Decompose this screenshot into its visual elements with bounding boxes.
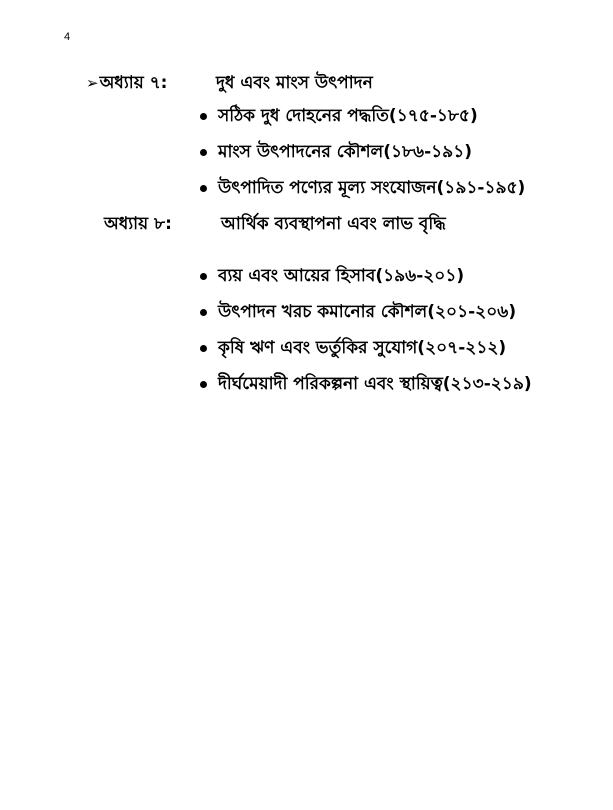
list-item [198, 104, 525, 140]
topic-text: ব্যয় এবং আয়ের হিসাব(১৯৬-২০১) [218, 266, 465, 286]
chapter-label [86, 70, 167, 98]
chapter-title: আর্থিক ব্যবস্থাপনা এবং লাভ বৃদ্ধি [221, 214, 446, 234]
topic-text: কৃষি ঋণ এবং ভর্তুকির সুযোগ(২০৭-২১২) [218, 338, 507, 358]
topic-text: মাংস উৎপাদনের কৌশল(১৮৬-১৯১) [218, 142, 472, 162]
topic-text: সঠিক দুধ দোহনের পদ্ধতি(১৭৫-১৮৫) [218, 106, 478, 126]
topic-text: উৎপাদন খরচ কমানোর কৌশল(২০১-২০৬) [218, 302, 517, 322]
list-item [198, 264, 532, 300]
bullet-icon [200, 113, 207, 120]
list-item [198, 176, 525, 212]
list-item [198, 140, 525, 176]
topic-text: দীর্ঘমেয়াদী পরিকল্পনা এবং স্থায়িত্ব(২১৩-২১৯) [218, 374, 532, 394]
bullet-icon [200, 185, 207, 192]
list-item [198, 336, 532, 372]
chapter-heading-8 [104, 211, 524, 237]
bullet-icon [200, 345, 207, 352]
bullet-icon [200, 273, 207, 280]
chapter-label: অধ্যায় ৮: [104, 214, 172, 234]
arrow-icon: ➢ [86, 74, 99, 92]
topic-list-chapter-7 [198, 104, 525, 212]
chapter-title: দুধ এবং মাংস উৎপাদন [216, 73, 373, 93]
chapter-label-text: অধ্যায় ৭: [99, 73, 168, 93]
bullet-icon [200, 309, 207, 316]
chapter-heading-7 [86, 70, 506, 96]
bullet-icon [200, 381, 207, 388]
topic-list-chapter-8 [198, 264, 532, 408]
list-item [198, 372, 532, 408]
page-number: 4 [64, 31, 71, 43]
bullet-icon [200, 149, 207, 156]
list-item [198, 300, 532, 336]
topic-text: উৎপাদিত পণ্যের মূল্য সংযোজন(১৯১-১৯৫) [218, 178, 526, 198]
